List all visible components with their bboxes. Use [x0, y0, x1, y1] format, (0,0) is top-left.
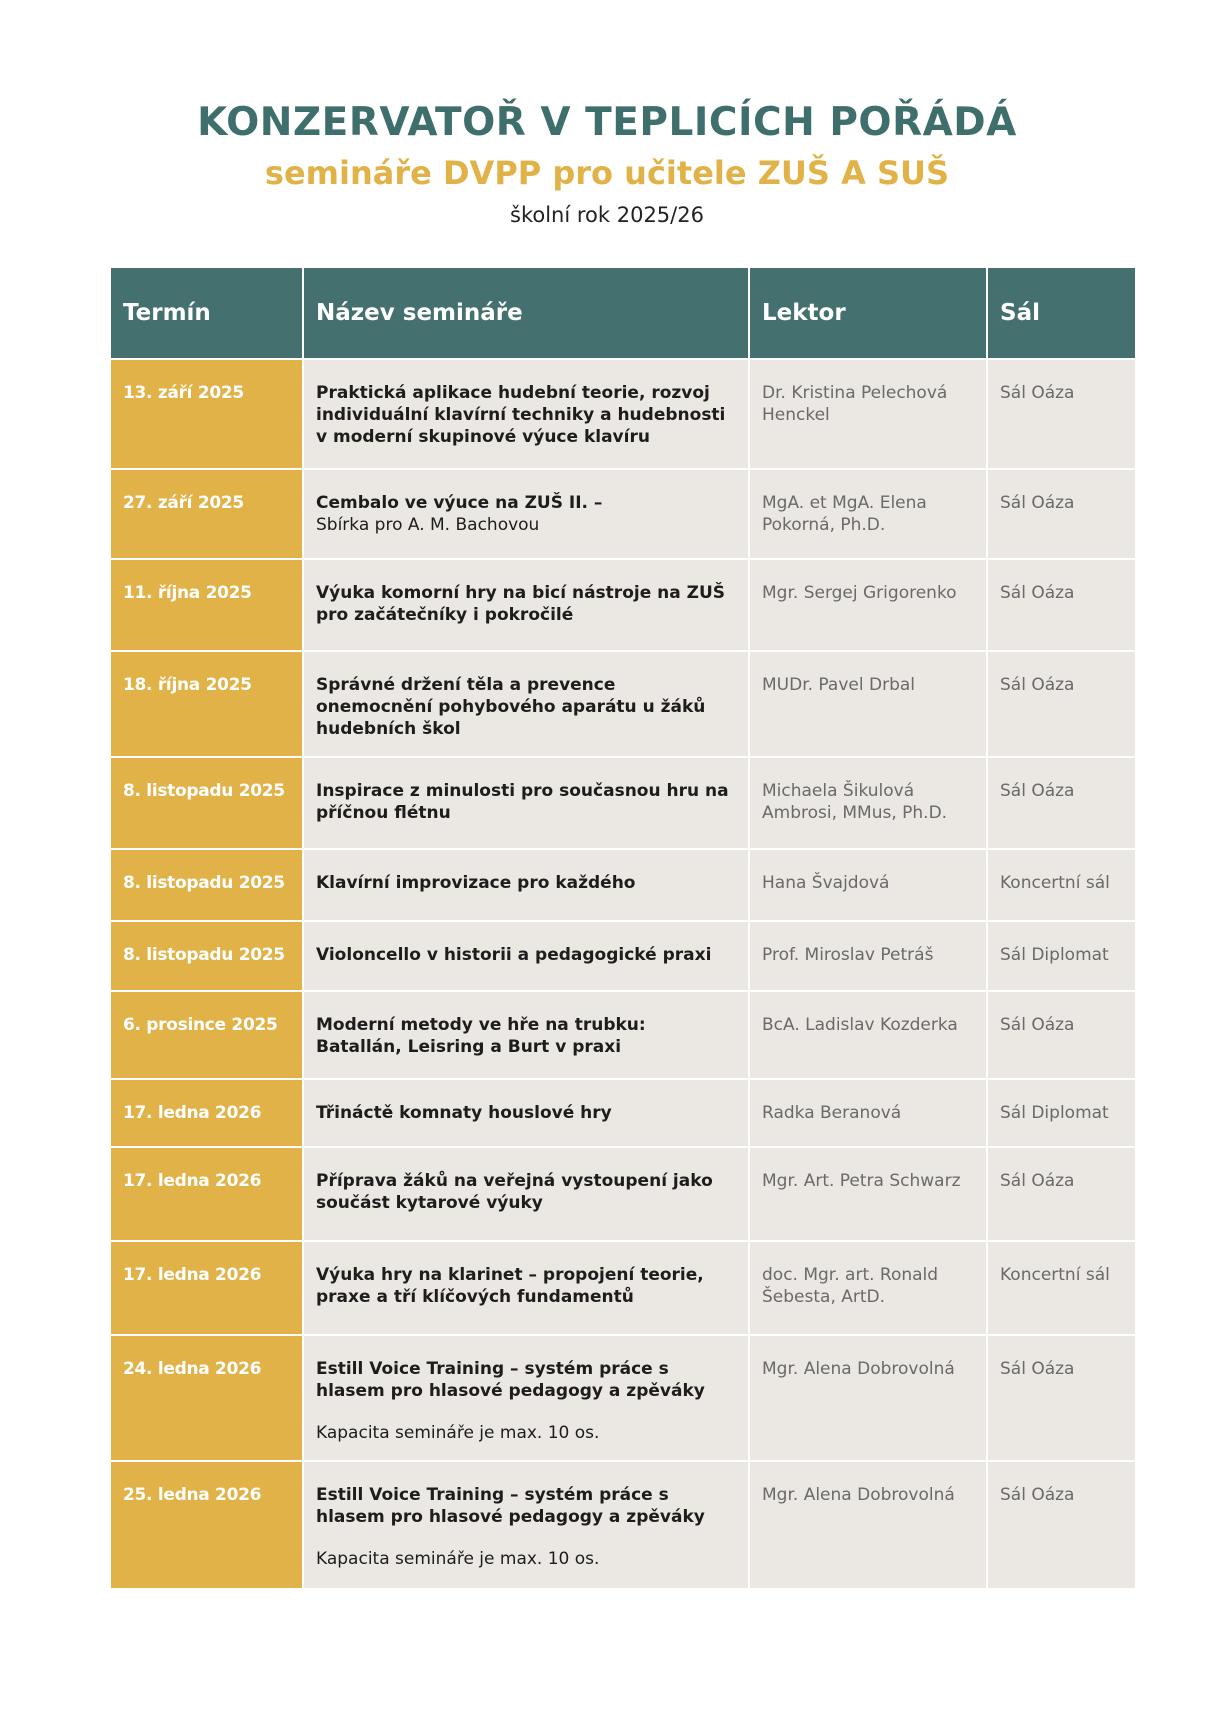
seminar-title: Moderní metody ve hře na trubku: Batallán, Leisring a Burt v praxi	[316, 1015, 646, 1057]
seminar-title: Třináctě komnaty houslové hry	[316, 1103, 612, 1123]
seminar-room: Koncertní sál	[987, 849, 1135, 921]
seminar-title-cell	[303, 1335, 749, 1461]
table-row	[111, 757, 1135, 849]
table-row	[111, 469, 1135, 559]
seminar-room: Sál Oáza	[987, 559, 1135, 651]
seminar-lector: Mgr. Alena Dobrovolná	[749, 1461, 987, 1588]
seminar-date: 17. ledna 2026	[111, 1147, 303, 1241]
seminar-lector: MUDr. Pavel Drbal	[749, 651, 987, 757]
seminar-title: Klavírní improvizace pro každého	[316, 873, 636, 893]
table-row	[111, 1241, 1135, 1335]
seminar-title: Violoncello v historii a pedagogické praxi	[316, 945, 712, 965]
seminar-title: Praktická aplikace hudební teorie, rozvoj individuální klavírní techniky a hudebnosti v moderní skupinové výuce klavíru	[316, 383, 726, 447]
seminar-date: 18. října 2025	[111, 651, 303, 757]
table-row	[111, 1079, 1135, 1147]
table-row	[111, 559, 1135, 651]
column-header-title: Název semináře	[303, 268, 749, 359]
seminar-room: Sál Diplomat	[987, 1079, 1135, 1147]
seminar-title: Příprava žáků na veřejná vystoupení jako součást kytarové výuky	[316, 1171, 713, 1213]
seminar-room: Sál Oáza	[987, 991, 1135, 1079]
seminar-title-cell	[303, 1241, 749, 1335]
seminar-date: 6. prosince 2025	[111, 991, 303, 1079]
seminar-title-cell	[303, 1147, 749, 1241]
table-row	[111, 921, 1135, 991]
seminar-title: Estill Voice Training – systém práce s hlasem pro hlasové pedagogy a zpěváky	[316, 1485, 705, 1527]
document-subtitle: semináře DVPP pro učitele ZUŠ A SUŠ	[264, 154, 950, 192]
seminar-title-cell	[303, 757, 749, 849]
seminar-room: Sál Oáza	[987, 469, 1135, 559]
seminar-title-cell	[303, 921, 749, 991]
table-header-row	[111, 268, 1135, 359]
seminar-title-cell	[303, 1461, 749, 1588]
seminar-title: Výuka hry na klarinet – propojení teorie, praxe a tří klíčových fundamentů	[316, 1265, 704, 1307]
seminar-lector: doc. Mgr. art. Ronald Šebesta, ArtD.	[749, 1241, 987, 1335]
seminar-title-cell	[303, 651, 749, 757]
seminar-title: Výuka komorní hry na bicí nástroje na ZUŠ pro začátečníky i pokročilé	[316, 583, 726, 625]
seminar-date: 24. ledna 2026	[111, 1335, 303, 1461]
seminar-lector: Prof. Miroslav Petráš	[749, 921, 987, 991]
seminar-room: Sál Oáza	[987, 757, 1135, 849]
seminar-title: Správné držení těla a prevence onemocnění pohybového aparátu u žáků hudebních škol	[316, 675, 706, 739]
seminar-title-cell	[303, 469, 749, 559]
seminar-date: 8. listopadu 2025	[111, 849, 303, 921]
seminar-title-cell	[303, 849, 749, 921]
seminar-lector: Mgr. Art. Petra Schwarz	[749, 1147, 987, 1241]
table-row	[111, 359, 1135, 469]
column-header-room: Sál	[987, 268, 1135, 359]
column-header-date: Termín	[111, 268, 303, 359]
table-row	[111, 651, 1135, 757]
seminar-lector: Michaela Šikulová Ambrosi, MMus, Ph.D.	[749, 757, 987, 849]
seminar-room: Sál Oáza	[987, 1461, 1135, 1588]
seminar-title-cell	[303, 991, 749, 1079]
seminar-lector: BcA. Ladislav Kozderka	[749, 991, 987, 1079]
seminar-lector: Hana Švajdová	[749, 849, 987, 921]
seminar-date: 17. ledna 2026	[111, 1079, 303, 1147]
seminar-date: 25. ledna 2026	[111, 1461, 303, 1588]
seminar-lector: Mgr. Alena Dobrovolná	[749, 1335, 987, 1461]
seminar-room: Koncertní sál	[987, 1241, 1135, 1335]
table-row	[111, 1147, 1135, 1241]
seminar-title-extra: Sbírka pro A. M. Bachovou	[316, 515, 540, 535]
document-title: KONZERVATOŘ V TEPLICÍCH POŘÁDÁ	[197, 100, 1017, 145]
seminar-lector: Radka Beranová	[749, 1079, 987, 1147]
seminar-date: 13. září 2025	[111, 359, 303, 469]
seminar-lector: Mgr. Sergej Grigorenko	[749, 559, 987, 651]
seminar-table	[111, 268, 1135, 1588]
school-year: školní rok 2025/26	[510, 203, 704, 227]
seminar-title: Estill Voice Training – systém práce s hlasem pro hlasové pedagogy a zpěváky	[316, 1359, 705, 1401]
seminar-capacity-note: Kapacita semináře je max. 10 os.	[316, 1549, 600, 1569]
seminar-lector: MgA. et MgA. Elena Pokorná, Ph.D.	[749, 469, 987, 559]
table-row	[111, 991, 1135, 1079]
seminar-lector: Dr. Kristina Pelechová Henckel	[749, 359, 987, 469]
seminar-room: Sál Oáza	[987, 359, 1135, 469]
document-header	[0, 98, 1214, 230]
seminar-room: Sál Oáza	[987, 1147, 1135, 1241]
seminar-title: Inspirace z minulosti pro současnou hru na příčnou flétnu	[316, 781, 729, 823]
table-row	[111, 849, 1135, 921]
seminar-room: Sál Oáza	[987, 651, 1135, 757]
seminar-title-cell	[303, 559, 749, 651]
seminar-title-cell	[303, 1079, 749, 1147]
seminar-date: 27. září 2025	[111, 469, 303, 559]
seminar-date: 11. října 2025	[111, 559, 303, 651]
seminar-capacity-note: Kapacita semináře je max. 10 os.	[316, 1423, 600, 1443]
seminar-title: Cembalo ve výuce na ZUŠ II. –	[316, 493, 603, 513]
seminar-room: Sál Diplomat	[987, 921, 1135, 991]
seminar-date: 17. ledna 2026	[111, 1241, 303, 1335]
seminar-date: 8. listopadu 2025	[111, 921, 303, 991]
seminar-room: Sál Oáza	[987, 1335, 1135, 1461]
table-row	[111, 1461, 1135, 1588]
column-header-lector: Lektor	[749, 268, 987, 359]
seminar-date: 8. listopadu 2025	[111, 757, 303, 849]
table-row	[111, 1335, 1135, 1461]
seminar-title-cell	[303, 359, 749, 469]
